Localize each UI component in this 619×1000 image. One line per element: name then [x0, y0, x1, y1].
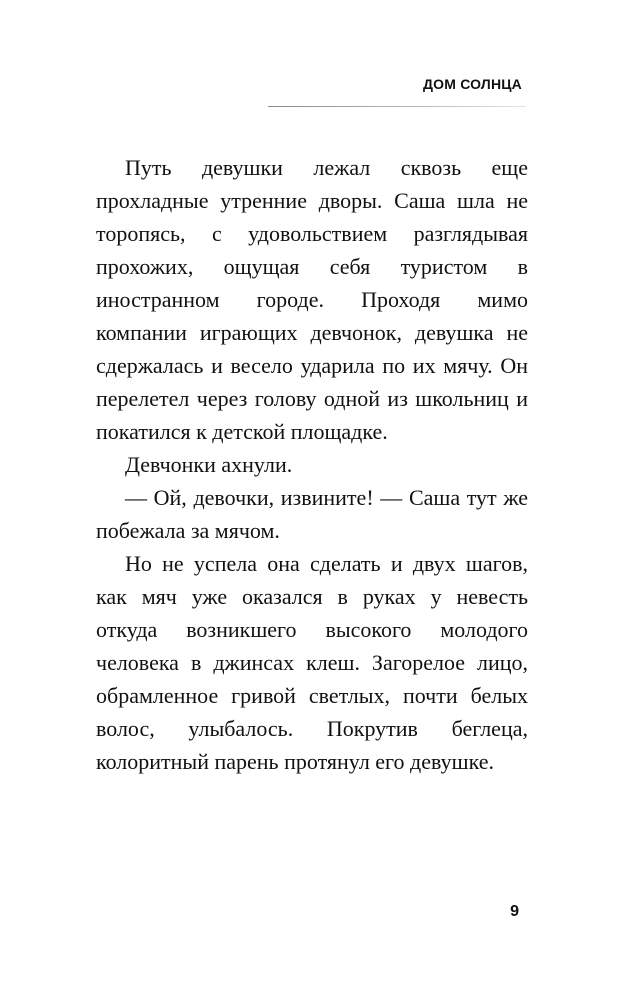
header-divider — [268, 106, 526, 107]
paragraph: Девчонки ахнули. — [125, 452, 293, 477]
body-text — [96, 151, 528, 778]
paragraph: Но не успела она сделать и двух шагов, как мяч уже оказался в руках у невесть откуда возникшего высокого молодого человека в джинсах клеш. Загорелое лицо, обрамленное гривой светлых, почти белых волос, улыбалось. Покрутив беглеца, колоритный парень протянул его девушке. — [96, 551, 528, 774]
paragraph: Путь девушки лежал сквозь еще прохладные утренние дворы. Саша шла не торопясь, с удовольствием разглядывая прохожих, ощущая себя туристом в иностранном городе. Проходя мимо компании играющих девчонок, девушка не сдержалась и весело ударила по их мячу. Он перелетел через голову одной из школьниц и покатился к детской площадке. — [96, 155, 528, 444]
page-number: 9 — [510, 903, 519, 920]
paragraph: — Ой, девочки, извините! — Саша тут же побежала за мячом. — [96, 485, 528, 543]
running-header: ДОМ СОЛНЦА — [423, 76, 522, 92]
